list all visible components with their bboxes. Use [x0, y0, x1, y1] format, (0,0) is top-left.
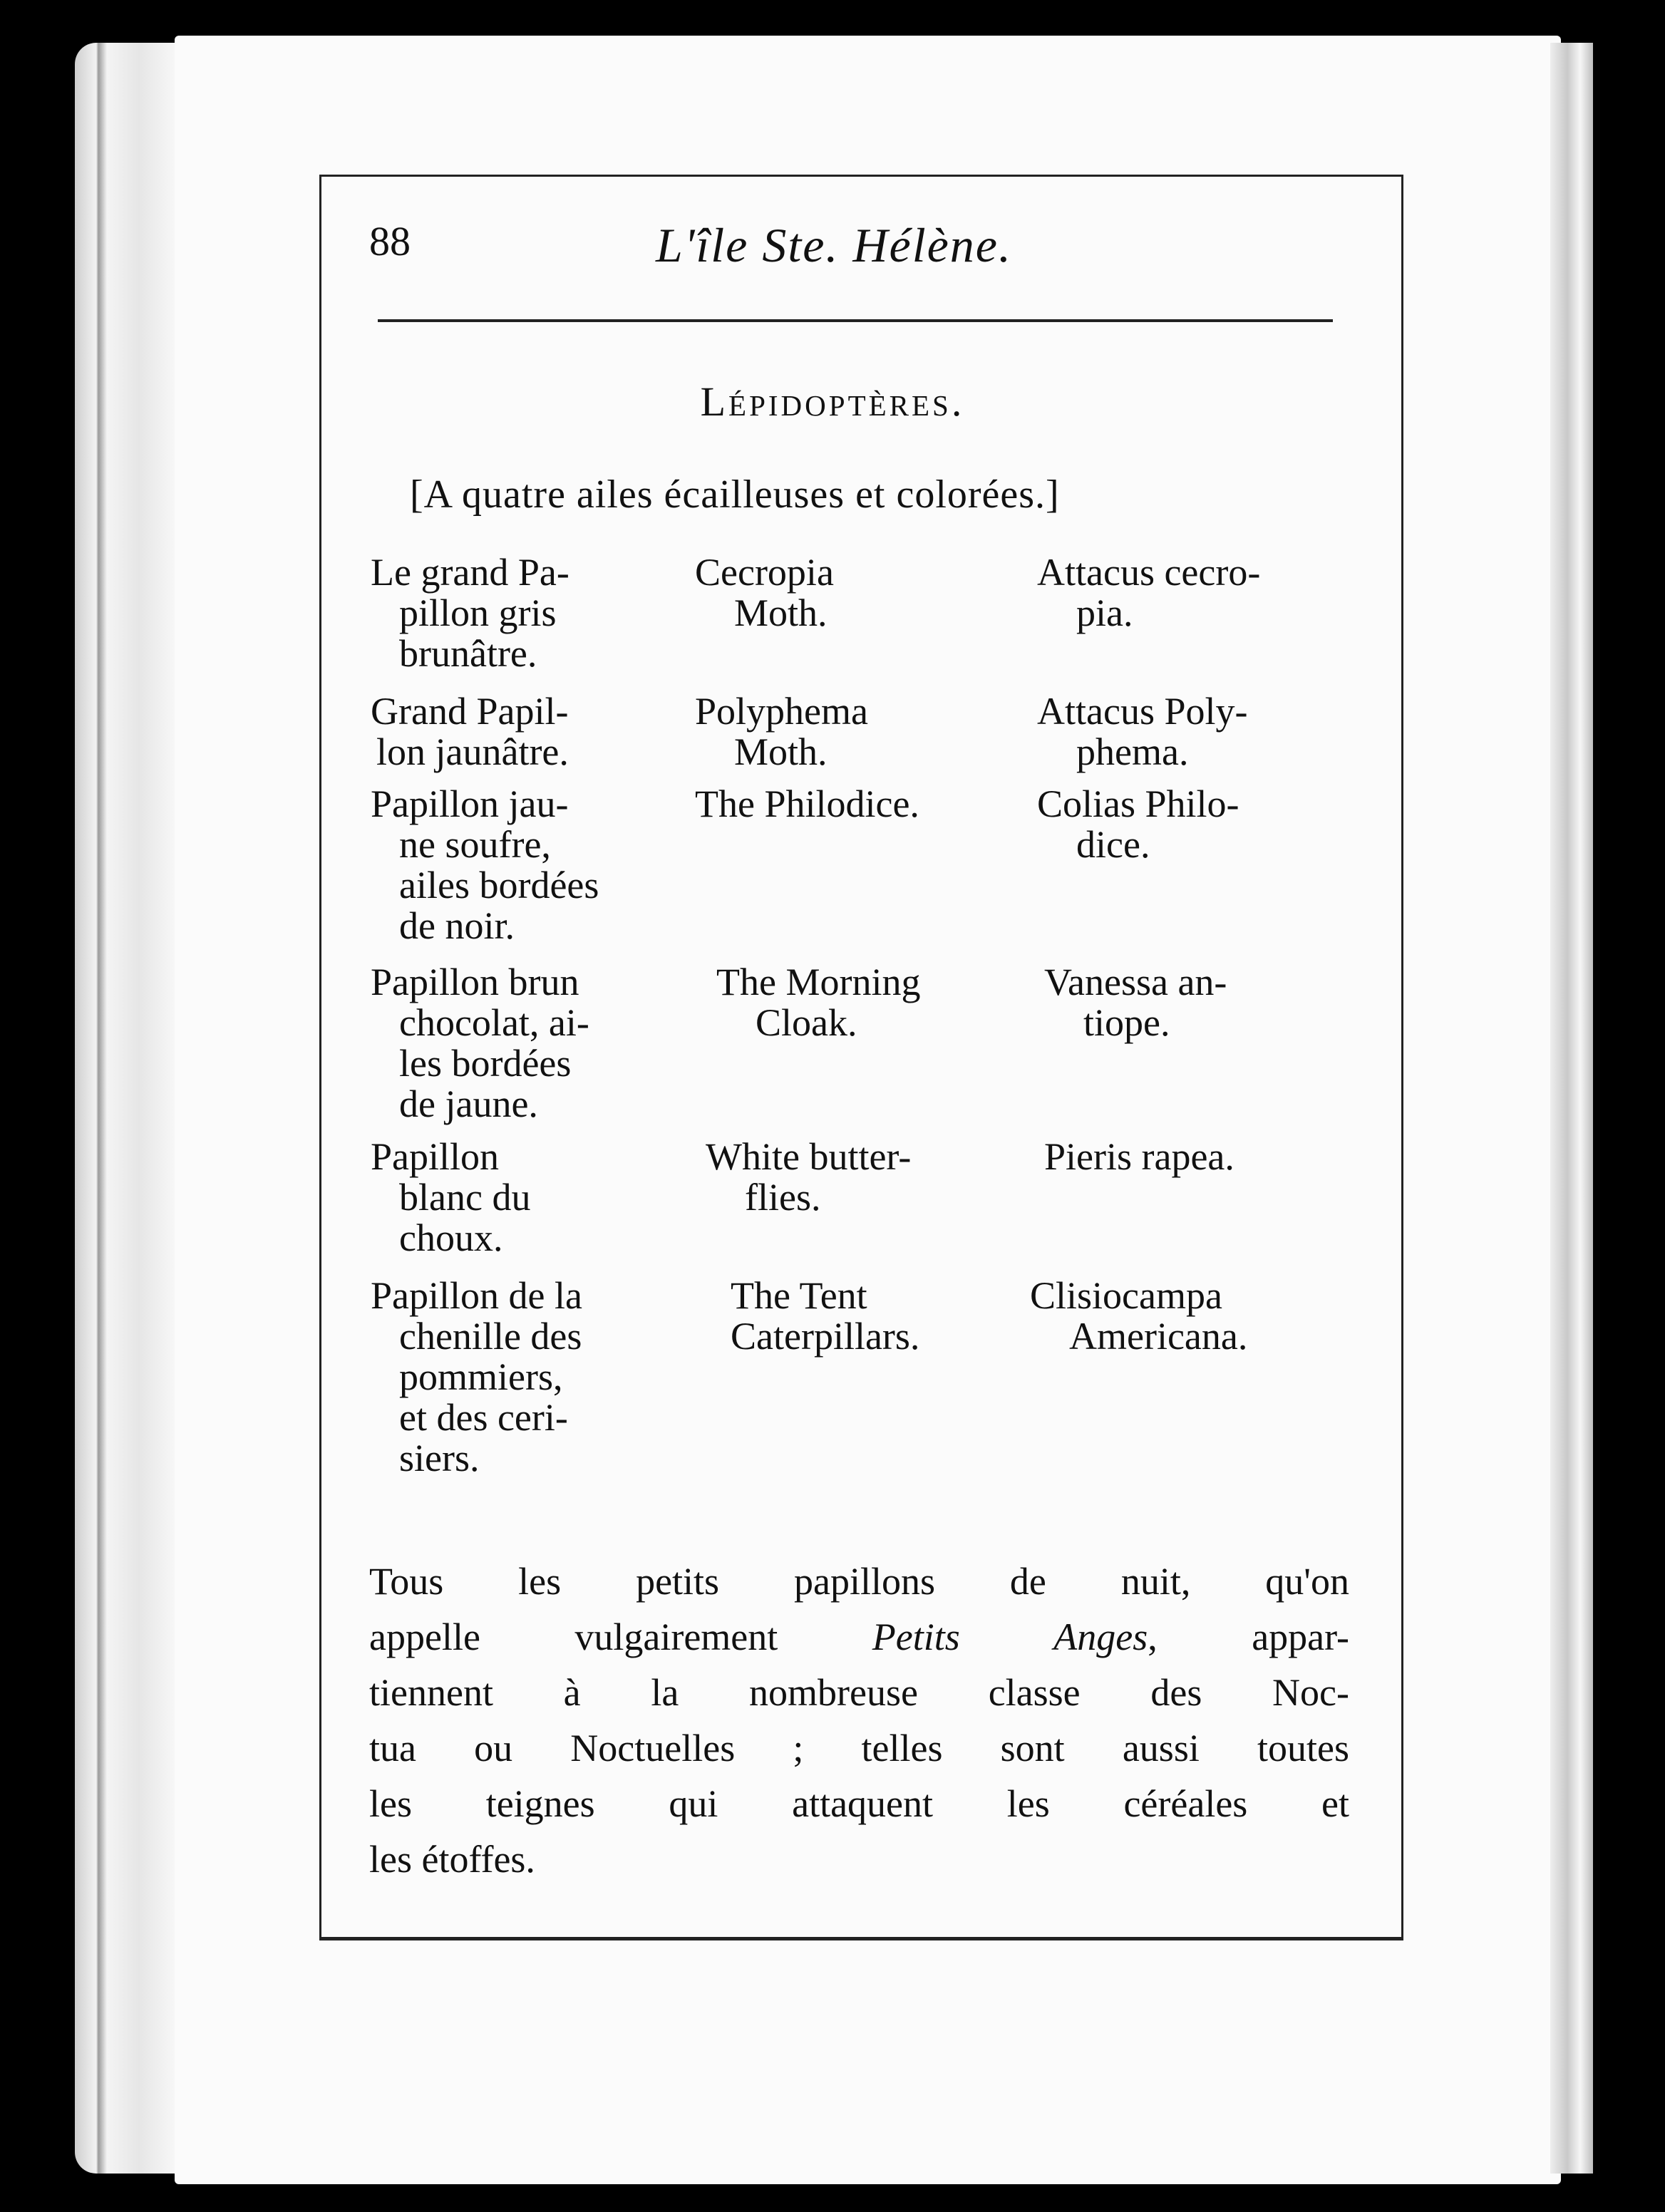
french-name: Papillon blanc du choux.	[371, 1135, 531, 1259]
page-number: 88	[369, 218, 411, 264]
latin-name: Attacus Poly- phema.	[1037, 690, 1248, 773]
italic-term: Petits Anges	[872, 1616, 1148, 1658]
latin-name: Pieris rapea.	[1044, 1135, 1234, 1178]
french-name: Papillon de la chenille des pommiers, et des ceri- siers.	[371, 1274, 582, 1479]
english-name: Polyphema Moth.	[695, 690, 868, 773]
french-name: Papillon jau- ne soufre, ailes bordées de noir.	[371, 782, 599, 947]
latin-name: Vanessa an- tiope.	[1044, 961, 1227, 1044]
english-name: The Philodice.	[695, 782, 919, 825]
facing-page-edge	[1550, 43, 1593, 2174]
english-name: The Morning Cloak.	[716, 961, 921, 1044]
running-title: L'île Ste. Hélène.	[656, 218, 1012, 272]
book-edge	[75, 43, 182, 2174]
french-name: Grand Papil- lon jaunâtre.	[371, 690, 569, 773]
latin-name: Attacus cecro- pia.	[1037, 551, 1261, 634]
latin-name: Colias Philo- dice.	[1037, 782, 1239, 866]
french-name: Papillon brun chocolat, ai- les bordées de jaune.	[371, 961, 589, 1125]
section-subtitle: [A quatre ailes écailleuses et colorées.]	[410, 472, 1060, 517]
latin-name: Clisiocampa Americana.	[1030, 1274, 1248, 1358]
section-title: Lépidoptères.	[700, 378, 965, 425]
english-name: Cecropia Moth.	[695, 551, 834, 634]
body-paragraph: Tous les petits papillons de nuit, qu'on appelle vulgairement Petits Anges, appar- tiennent à la nombreuse classe des Noc- tua ou Noctuelles ; telles sont aussi toutes les teignes qui attaquent les céréales et les étoffes.	[369, 1560, 1350, 1881]
french-name: Le grand Pa- pillon gris brunâtre.	[371, 551, 569, 675]
english-name: The Tent Caterpillars.	[731, 1274, 920, 1358]
header-rule	[378, 319, 1333, 322]
paragraph-line: appelle vulgairement Petits Anges, appar-	[369, 1616, 1350, 1658]
english-name: White butter- flies.	[706, 1135, 912, 1219]
